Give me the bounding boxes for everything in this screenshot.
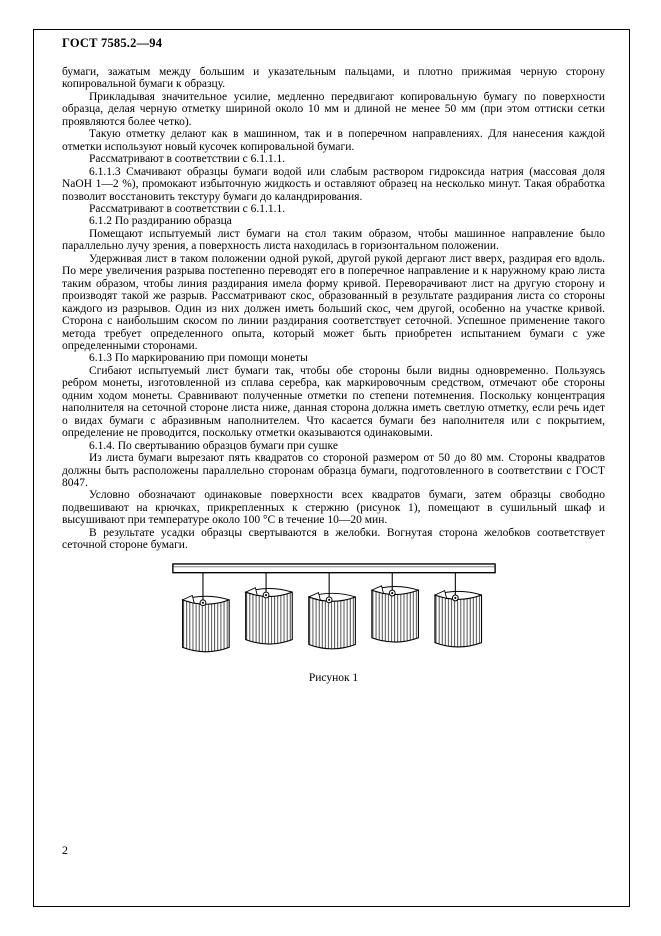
page-number: 2: [62, 843, 68, 857]
paragraph: Рассматривают в соответствии с 6.1.1.1.: [89, 153, 286, 166]
paragraph: В результате усадки образцы свертываются в желобки. Вогнутая сторона желобков соответствует сеточной стороне бумаги.: [62, 526, 605, 552]
paragraph: Рассматривают в соответствии с 6.1.1.1.: [89, 202, 286, 215]
paper-specimen: [245, 587, 292, 643]
drying-rack-illustration: [169, 561, 499, 663]
figure-caption: Рисунок 1: [308, 671, 359, 684]
section-heading: 6.1.4. По свертыванию образцов бумаги при сушке: [89, 439, 338, 452]
paragraph: Такую отметку делают как в машинном, так и в поперечном направлениях. Для нанесения каждой отметки используют новый кусочек копировальной бумаги.: [62, 128, 605, 153]
paragraph: 6.1.1.3 Смачивают образцы бумаги водой или слабым раствором гидроксида натрия (массовая доля NaOH 1—2 %), промокают избыточную жидкость и оставляют образец на несколько минут. Такая обработка позволит восстановить текстуру бумаги до каландрирования.: [62, 165, 605, 203]
paragraph: Удерживая лист в таком положении одной рукой, другой рукой дергают лист вверх, раздирая его вдоль. По мере увеличения разрыва постепенно переводят его в поперечное направление и к наружному краю листа таким образом, чтобы линия раздирания имела форму кривой. Переворачивают лист на другую сторону и производят такой же разрыв. Рассматривают скос, образованный в результате раздирания листа со стороны каждого из разрывов. Один из них должен иметь больший скос, чем другой, особенно на участке кривой. Сторона с наибольшим скосом по линии раздирания соответствует сеточной. Успешное применение такого метода требует определенного опыта, который может быть приобретен испытанием бумаги с уже определенными сторонами.: [62, 252, 605, 352]
paper-specimen: [308, 592, 355, 648]
paragraph: Помещают испытуемый лист бумаги на стол таким образом, чтобы машинное направление было параллельно лучу зрения, а поверхность листа находилась в горизонтальном положении.: [62, 227, 605, 253]
page-content: [62, 36, 605, 684]
body-text: [62, 66, 605, 552]
document-number: ГОСТ 7585.2—94: [62, 36, 163, 50]
section-heading: 6.1.2 По раздиранию образца: [89, 215, 232, 228]
section-heading: 6.1.3 По маркированию при помощи монеты: [89, 352, 308, 365]
paper-specimen: [434, 590, 481, 646]
paper-specimen: [371, 585, 418, 641]
paragraph: Условно обозначают одинаковые поверхности всех квадратов бумаги, затем образцы свободно подвешивают на крючках, прикрепленных к стержню (рисунок 1), помещают в сушильный шкаф и высушивают при температуре около 100 °С в течение 10—20 мин.: [62, 489, 605, 527]
paragraph: Прикладывая значительное усилие, медленно передвигают копировальную бумагу по поверхности образца, делая черную отметку шириной около 10 мм и длиной не менее 50 мм (при этом оттиски сетки проявляются более четко).: [62, 90, 605, 128]
paper-specimen: [182, 595, 229, 651]
paragraph: Сгибают испытуемый лист бумаги так, чтобы обе стороны были видны одновременно. Пользуясь ребром монеты, изготовленной из сплава серебра, как маркировочным средством, отмечают обе стороны одним ходом монеты. Сравнивают полученные отметки по степени потемнения. Поскольку концентрация наполнителя на сеточной стороне листа ниже, данная сторона должна иметь светлую отметку, если речь идет о видах бумаги с абразивным наполнителем. Что касается бумаги без наполнителя или с покрытием, определение не проводится, поскольку отметки оказываются одинаковыми.: [62, 364, 605, 440]
paragraph: бумаги, зажатым между большим и указательным пальцами, и плотно прижимая черную сторону копировальной бумаги к образцу.: [62, 66, 605, 91]
paragraph: Из листа бумаги вырезают пять квадратов со стороной размером от 50 до 80 мм. Стороны квадратов должны быть расположены параллельно сторонам образца бумаги, подготовленного в соответствии с ГОСТ 8047.: [62, 452, 605, 489]
figure-1: [164, 561, 504, 684]
rod: [172, 564, 494, 573]
